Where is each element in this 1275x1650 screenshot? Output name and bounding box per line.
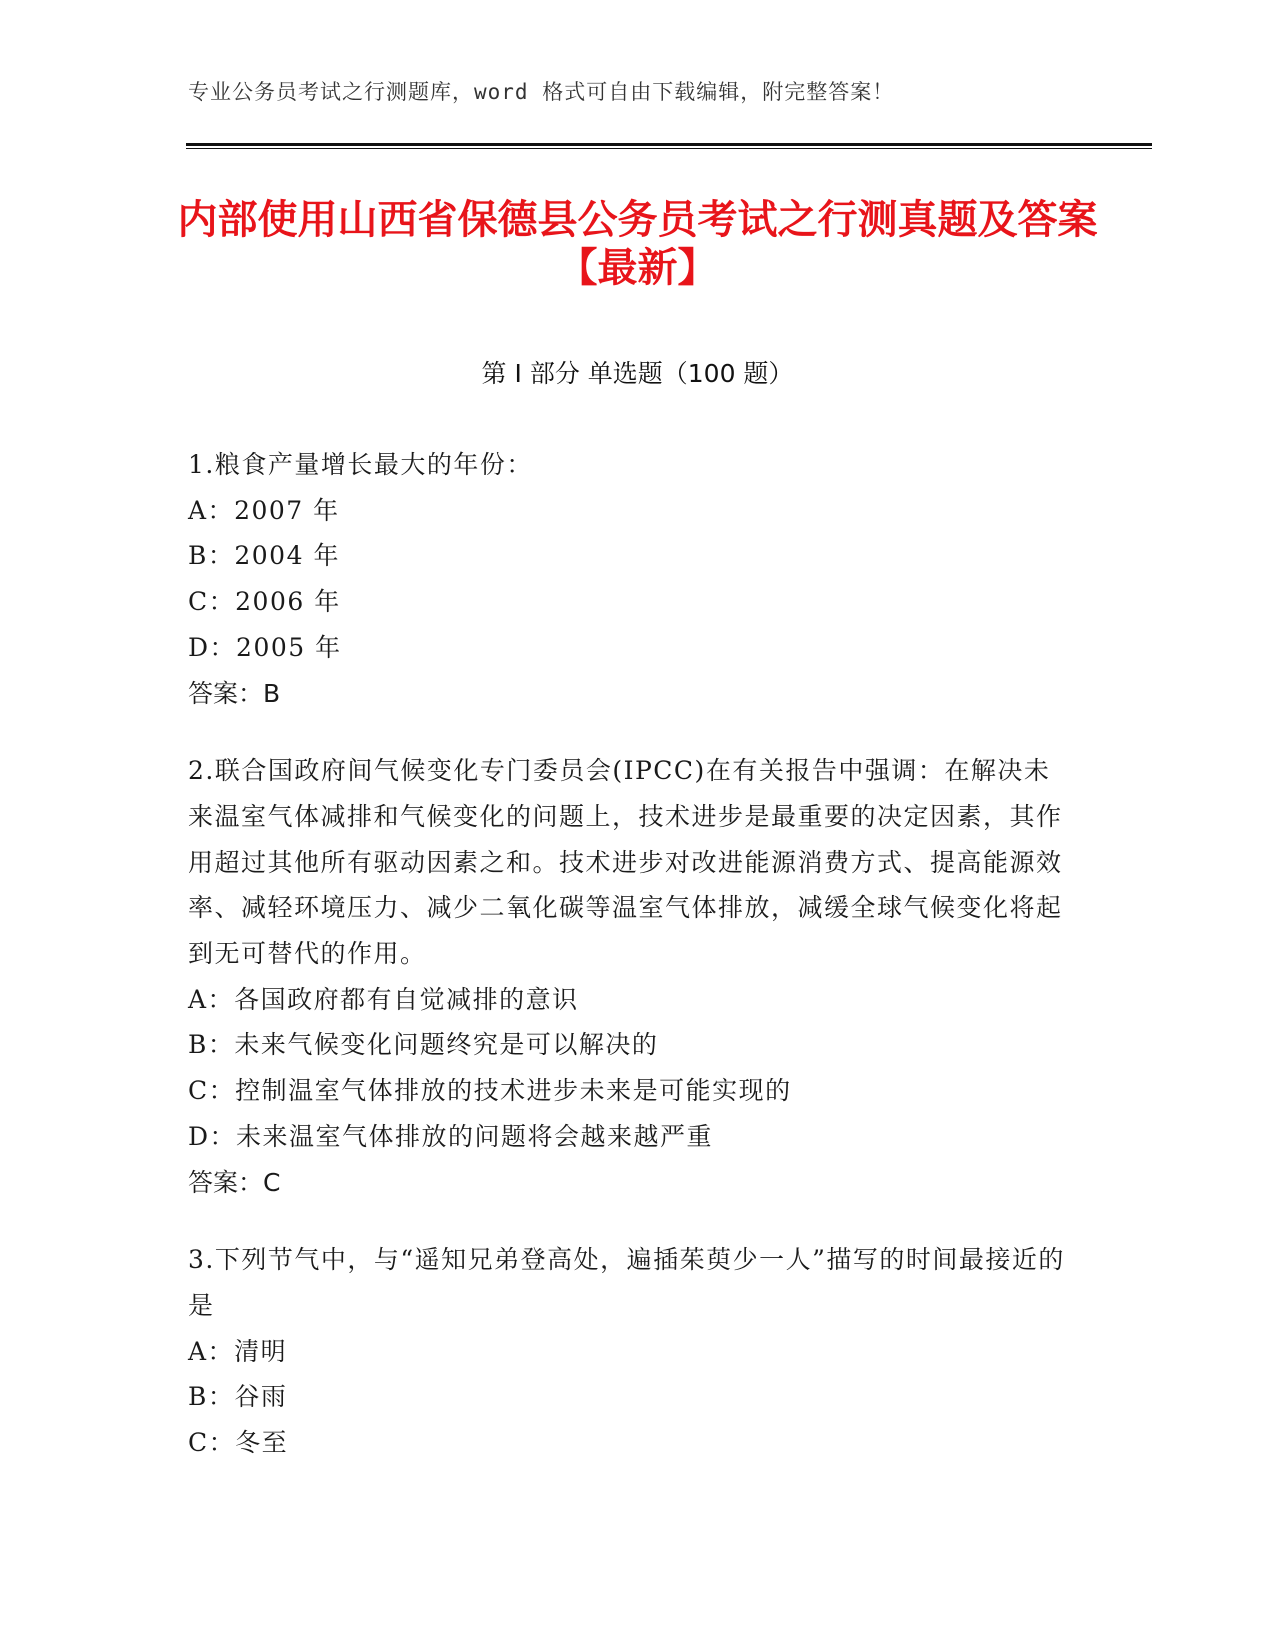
option-text: 冬至 bbox=[235, 1428, 289, 1458]
document-title: 内部使用山西省保德县公务员考试之行测真题及答案【最新】 bbox=[177, 197, 1098, 291]
answer-line: 答案：B bbox=[188, 678, 281, 708]
option-letter: D： bbox=[188, 632, 237, 662]
option-text: 各国政府都有自觉减排的意识 bbox=[234, 984, 579, 1014]
option-c bbox=[188, 1420, 1068, 1466]
question-stem: 3.下列节气中，与“遥知兄弟登高处，遍插茱萸少一人”描写的时间最接近的是 bbox=[188, 1245, 1065, 1320]
option-b bbox=[188, 533, 1068, 579]
option-text: 2006 年 bbox=[235, 587, 341, 617]
option-text: 未来气候变化问题终究是可以解决的 bbox=[234, 1030, 659, 1060]
option-letter: C： bbox=[188, 1428, 236, 1458]
answer-line: 答案：C bbox=[188, 1167, 281, 1197]
option-a bbox=[188, 977, 1068, 1023]
option-text: 控制温室气体排放的技术进步未来是可能实现的 bbox=[235, 1076, 792, 1106]
option-b bbox=[188, 1022, 1068, 1068]
option-text: 2007 年 bbox=[234, 495, 340, 525]
option-letter: A： bbox=[188, 495, 235, 525]
option-a bbox=[188, 1329, 1068, 1375]
question-2 bbox=[188, 748, 1068, 1205]
option-b bbox=[188, 1374, 1068, 1420]
option-letter: A： bbox=[188, 984, 235, 1014]
option-text: 清明 bbox=[234, 1336, 288, 1366]
option-letter: D： bbox=[188, 1121, 237, 1151]
option-text: 2005 年 bbox=[236, 632, 342, 662]
header-note: 专业公务员考试之行测题库，word 格式可自由下载编辑，附完整答案！ bbox=[188, 80, 895, 104]
section-title: 第 I 部分 单选题（100 题） bbox=[481, 359, 794, 388]
option-letter: C： bbox=[188, 587, 236, 617]
question-1 bbox=[188, 442, 1068, 716]
option-c bbox=[188, 1068, 1068, 1114]
option-letter: C： bbox=[188, 1076, 236, 1106]
question-3 bbox=[188, 1237, 1068, 1466]
option-d bbox=[188, 625, 1068, 671]
option-text: 未来温室气体排放的问题将会越来越严重 bbox=[236, 1121, 714, 1151]
header-divider bbox=[186, 143, 1152, 149]
option-text: 谷雨 bbox=[234, 1382, 288, 1412]
option-a bbox=[188, 488, 1068, 534]
option-letter: A： bbox=[188, 1336, 235, 1366]
option-letter: B： bbox=[188, 1382, 235, 1412]
option-d bbox=[188, 1114, 1068, 1160]
question-stem: 2.联合国政府间气候变化专门委员会(IPCC)在有关报告中强调：在解决未来温室气体减排和气候变化的问题上，技术进步是最重要的决定因素，其作用超过其他所有驱动因素之和。技术进步对改进能源消费方式、提高能源效率、减轻环境压力、减少二氧化碳等温室气体排放，减缓全球气候变化将起到无可替代的作用。 bbox=[188, 756, 1063, 969]
question-stem: 1.粮食产量增长最大的年份： bbox=[188, 450, 533, 479]
question-list bbox=[188, 442, 1068, 1498]
option-c bbox=[188, 579, 1068, 625]
option-text: 2004 年 bbox=[234, 541, 340, 571]
option-letter: B： bbox=[188, 541, 235, 571]
option-letter: B： bbox=[188, 1030, 235, 1060]
